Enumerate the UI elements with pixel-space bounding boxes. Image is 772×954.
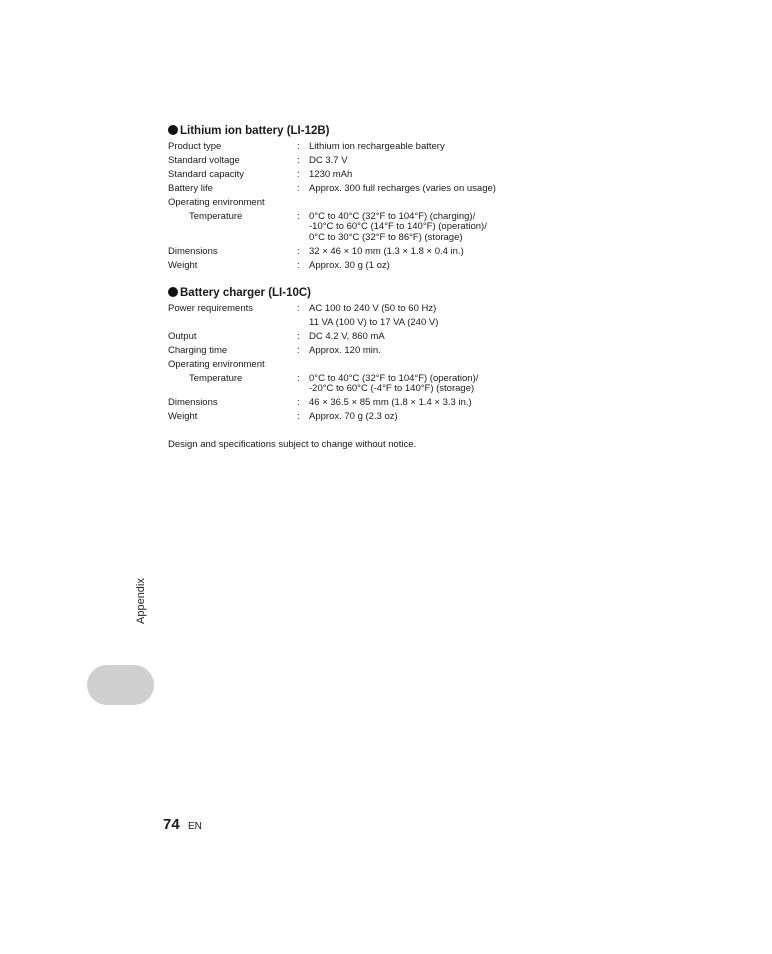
spec-row-product-type: [168, 142, 588, 153]
battery-section-title: [168, 124, 588, 138]
spec-label: Output: [168, 330, 197, 342]
spec-value: DC 3.7 V: [309, 154, 348, 166]
battery-title-text: Lithium ion battery (LI-12B): [180, 125, 330, 137]
spec-colon: :: [297, 372, 300, 384]
charger-spec-section: [168, 286, 588, 423]
spec-row-battery-life: [168, 184, 588, 195]
spec-row-temperature: [168, 212, 588, 244]
page-language: EN: [188, 821, 202, 832]
spec-colon: :: [297, 210, 300, 222]
spec-colon: :: [297, 182, 300, 194]
spec-label: Standard capacity: [168, 168, 245, 180]
spec-label: Weight: [168, 411, 198, 422]
spec-colon: :: [297, 302, 300, 314]
bullet-icon: [168, 287, 178, 297]
side-tab-marker: [87, 665, 154, 705]
spec-row-weight: [168, 261, 588, 272]
spec-value: 32 × 46 × 10 mm (1.3 × 1.8 × 0.4 in.): [309, 245, 464, 257]
spec-value: Approx. 120 min.: [309, 344, 381, 356]
spec-row-operating-environment: [168, 198, 588, 209]
spec-colon: :: [297, 154, 300, 166]
spec-value: AC 100 to 240 V (50 to 60 Hz) 11 VA (100 V) to 17 VA (240 V): [309, 302, 439, 328]
spec-label: Temperature: [189, 372, 243, 384]
charger-section-title: [168, 286, 588, 300]
spec-value: Approx. 70 g (2.3 oz): [309, 411, 398, 422]
spec-row-dimensions: [168, 398, 588, 409]
spec-label: Product type: [168, 140, 222, 152]
spec-label: Weight: [168, 259, 198, 271]
spec-label: Dimensions: [168, 397, 218, 408]
spec-value: 0°C to 40°C (32°F to 104°F) (charging)/ -10°C to 60°C (14°F to 140°F) (operation)/ 0°C to 30°C (32°F to 86°F) (storage): [309, 210, 487, 243]
spec-value: Approx. 30 g (1 oz): [309, 259, 390, 271]
spec-colon: :: [297, 330, 300, 342]
spec-label: Temperature: [189, 210, 243, 222]
page-number: 74: [163, 816, 180, 833]
spec-row-standard-voltage: [168, 156, 588, 167]
spec-row-temperature: [168, 374, 588, 395]
spec-colon: :: [297, 397, 300, 408]
spec-label: Power requirements: [168, 302, 254, 314]
spec-row-standard-capacity: [168, 170, 588, 181]
spec-colon: :: [297, 140, 300, 152]
spec-label: Charging time: [168, 344, 228, 356]
spec-colon: :: [297, 344, 300, 356]
spec-row-power-requirements: [168, 304, 588, 329]
spec-row-output: [168, 332, 588, 343]
bullet-icon: [168, 125, 178, 135]
spec-value: Approx. 300 full recharges (varies on usage): [309, 182, 496, 194]
spec-value: 46 × 36.5 × 85 mm (1.8 × 1.4 × 3.3 in.): [309, 397, 472, 408]
spec-value: DC 4.2 V, 860 mA: [309, 330, 385, 342]
spec-value: 1230 mAh: [309, 168, 353, 180]
spec-label: Dimensions: [168, 245, 218, 257]
spec-value: Lithium ion rechargeable battery: [309, 140, 445, 152]
spec-label: Standard voltage: [168, 154, 240, 166]
spec-label: Battery life: [168, 182, 213, 194]
spec-colon: :: [297, 259, 300, 271]
spec-row-operating-environment: [168, 360, 588, 371]
charger-title-text: Battery charger (LI-10C): [180, 287, 312, 299]
spec-colon: :: [297, 411, 300, 422]
battery-spec-section: [168, 124, 588, 271]
spec-colon: :: [297, 168, 300, 180]
spec-value: 0°C to 40°C (32°F to 104°F) (operation)/ -20°C to 60°C (-4°F to 140°F) (storage): [309, 372, 479, 394]
spec-row-weight: [168, 412, 588, 423]
spec-label: Operating environment: [168, 358, 265, 370]
spec-colon: :: [297, 245, 300, 257]
footnote: Design and specifications subject to change without notice.: [168, 439, 417, 450]
spec-row-charging-time: [168, 346, 588, 357]
side-tab-label: Appendix: [135, 578, 147, 624]
spec-label: Operating environment: [168, 196, 265, 208]
spec-row-dimensions: [168, 247, 588, 258]
